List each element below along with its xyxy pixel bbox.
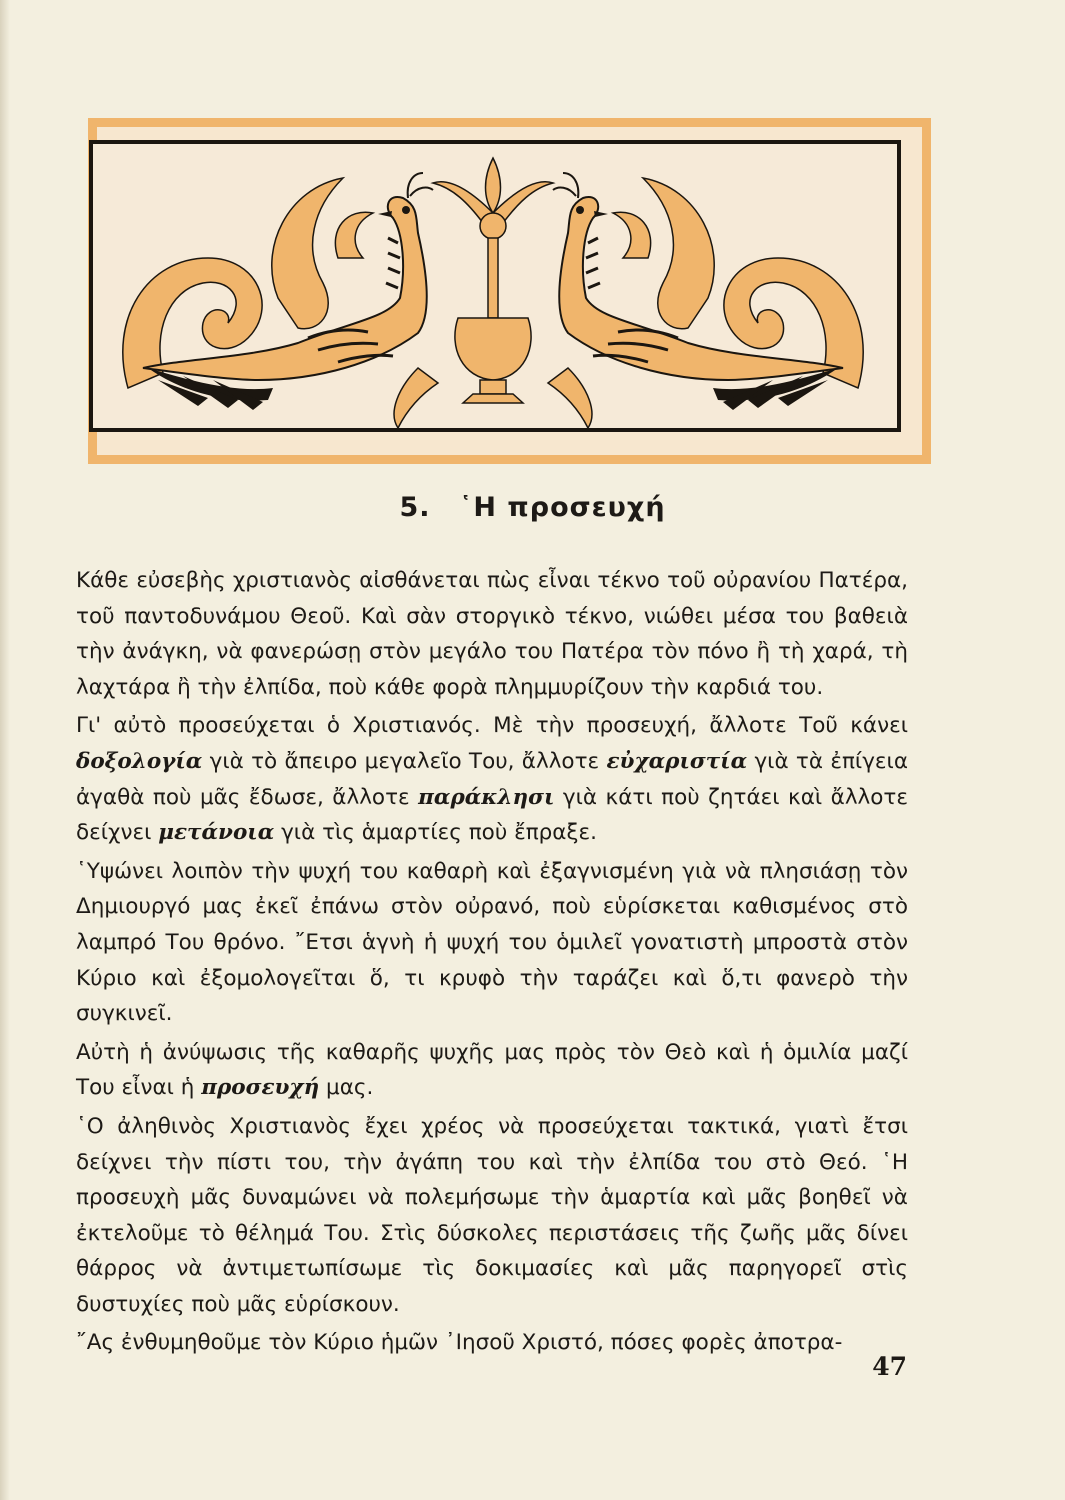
text-run: Αὐτὴ ἡ ἀνύψωσις τῆς καθαρῆς ψυχῆς μας πρὸς τὸν Θεὸ καὶ ἡ ὁμιλία μαζί Του εἶναι ἡ [76,1039,908,1101]
emphasis-term: παράκλησι [418,784,555,810]
paragraph [76,1325,908,1361]
text-run: μας. [319,1075,374,1101]
paragraph [76,708,908,850]
paragraph [76,1035,908,1106]
page-edge [0,0,10,1500]
paragraph [76,563,908,705]
chapter-title: ῾Η προσευχή [458,492,666,523]
text-run: ῎Ας ἐνθυμηθοῦμε τὸν Κύριο ἡμῶν ᾿Ιησοῦ Χριστό, πόσες φορὲς ἀποτρα- [76,1330,843,1356]
emphasis-term: προσευχή [201,1075,320,1101]
text-run: γιὰ κάτι ποὺ ζητάει καὶ ἄλλοτε δείχνει [76,784,908,846]
emphasis-term: μετάνοια [158,820,275,846]
page-number: 47 [872,1352,907,1381]
text-run: ῾Ο ἀληθινὸς Χριστιανὸς ἔχει χρέος νὰ προσεύχεται τακτικά, γιατὶ ἔτσι δείχνει τὴν πίστι του, τὴν ἀγάπη του καὶ τὴν ἐλπίδα του στὸ Θεό. ῾Η προσευχὴ μᾶς δυναμώνει νὰ πολεμήσωμε τὴν ἁμαρτία καὶ μᾶς βοηθεῖ νὰ ἐκτελοῦμε τὸ θέλημά Του. Στὶς δύσκολες περιστάσεις τῆς ζωῆς μᾶς δίνει θάρρος νὰ ἀντιμετωπίσωμε τὶς δοκιμασίες καὶ μᾶς παρηγορεῖ στὶς δυστυχίες ποὺ μᾶς εὑρίσκουν. [76,1113,908,1317]
text-run: ῾Υψώνει λοιπὸν τὴν ψυχή του καθαρὴ καὶ ἐξαγνισμένη γιὰ νὰ πλησιάσῃ τὸν Δημιουργό μας ἐκεῖ ἐπάνω στὸν οὐρανό, ποὺ εὑρίσκεται καθισμένος στὸ λαμπρό Του θρόνο. ῎Ετσι ἁγνὴ ἡ ψυχή του ὁμιλεῖ γονατιστὴ μπροστὰ στὸν Κύριο καὶ ἐξομολογεῖται ὅ, τι κρυφὸ τὴν ταράζει καὶ ὅ,τι φανερὸ τὴν συγκινεῖ. [76,858,908,1027]
text-run: γιὰ τὰ ἐπίγεια ἀγαθὰ ποὺ μᾶς ἔδωσε, ἄλλοτε [76,748,908,810]
emphasis-term: εὐχαριστία [606,748,748,774]
chapter-number: 5. [399,492,431,523]
paragraph [76,1109,908,1323]
text-run: Γι' αὐτὸ προσεύχεται ὁ Χριστιανός. Μὲ τὴν προσευχή, ἄλλοτε Τοῦ κάνει [76,713,908,739]
peacock-ornament [88,118,931,464]
page-title [0,492,1065,523]
emphasis-term: δοξολογία [76,748,203,774]
body-text [76,563,908,1364]
text-run: γιὰ τὶς ἁμαρτίες ποὺ ἔπραξε. [274,820,597,846]
text-run: γιὰ τὸ ἄπειρο μεγαλεῖο Του, ἄλλοτε [202,748,607,774]
text-run: Κάθε εὐσεβὴς χριστιανὸς αἰσθάνεται πὼς εἶναι τέκνο τοῦ οὐρανίου Πατέρα, τοῦ παντοδυνάμου Θεοῦ. Καὶ σὰν στοργικὸ τέκνο, νιώθει μέσα του βαθειὰ τὴν ἀνάγκη, νὰ φανερώσῃ στὸν μεγάλο του Πατέρα τὸν πόνο ἢ τὴ χαρά, τὴ λαχτάρα ἢ τὴν ἐλπίδα, ποὺ κάθε φορὰ πλημμυρίζουν τὴν καρδιά του. [76,568,908,700]
paragraph [76,854,908,1032]
